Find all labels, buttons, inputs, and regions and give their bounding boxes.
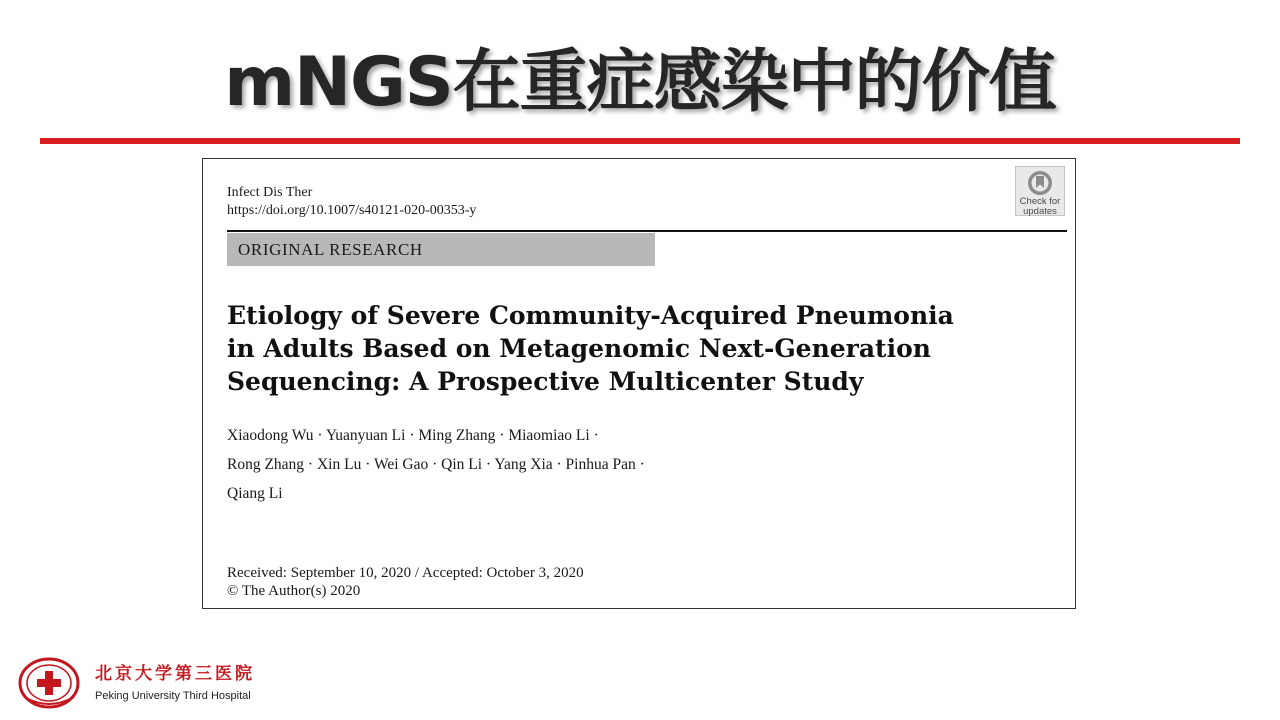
- hospital-logo-icon: [18, 657, 80, 709]
- article-title-line: in Adults Based on Metagenomic Next-Generation: [227, 334, 931, 363]
- author-line: Rong Zhang · Xin Lu · Wei Gao · Qin Li · Yang Xia · Pinhua Pan ·: [227, 456, 645, 473]
- author-line: Qiang Li: [227, 485, 283, 502]
- doi-link: https://doi.org/10.1007/s40121-020-00353-y: [227, 203, 477, 218]
- article-title-line: Sequencing: A Prospective Multicenter Study: [227, 367, 864, 396]
- badge-line2: updates: [1023, 206, 1057, 217]
- slide-title: mNGS在重症感染中的价值: [224, 43, 1056, 122]
- article-title: [227, 299, 1047, 398]
- hospital-name-cn: 北京大学第三医院: [95, 664, 255, 684]
- hospital-name-en: Peking University Third Hospital: [95, 690, 251, 702]
- header-rule: [227, 230, 1067, 232]
- journal-info: [227, 184, 476, 220]
- author-list: [227, 421, 1047, 508]
- paper-excerpt: [202, 158, 1076, 609]
- check-for-updates-badge: [1015, 166, 1065, 216]
- article-title-line: Etiology of Severe Community-Acquired Pneumonia: [227, 301, 954, 330]
- bookmark-check-icon: [1027, 170, 1053, 196]
- title-divider: [40, 138, 1240, 144]
- author-line: Xiaodong Wu · Yuanyuan Li · Ming Zhang · Miaomiao Li ·: [227, 427, 599, 444]
- copyright-notice: © The Author(s) 2020: [227, 583, 361, 599]
- journal-name: Infect Dis Ther: [227, 185, 313, 200]
- badge-line1: Check for: [1019, 196, 1061, 207]
- section-label: ORIGINAL RESEARCH: [227, 233, 655, 266]
- received-accepted-dates: Received: September 10, 2020 / Accepted: October 3, 2020: [227, 565, 584, 581]
- publication-dates: [227, 564, 584, 600]
